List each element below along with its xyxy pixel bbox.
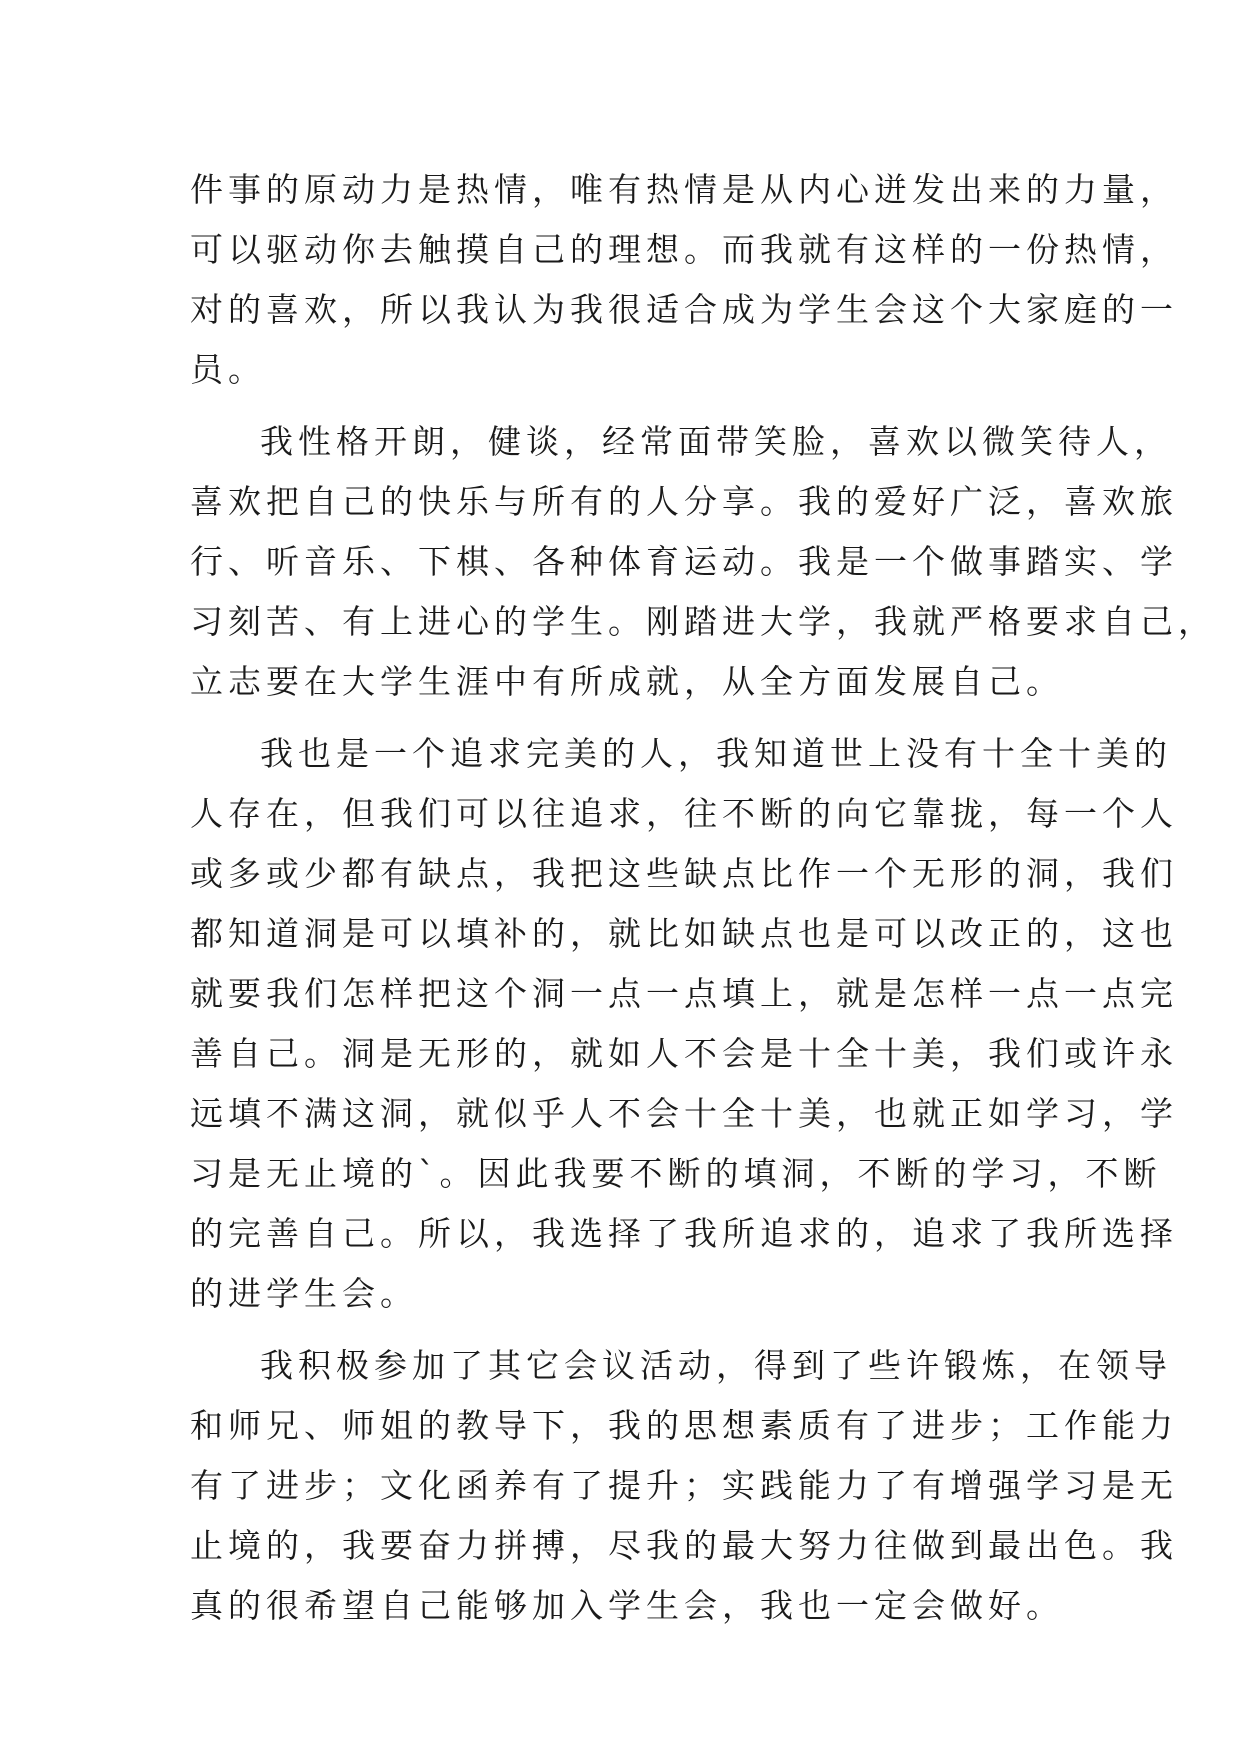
text-line: 对的喜欢，所以我认为我很适合成为学生会这个大家庭的一 (190, 290, 1178, 329)
paragraph-spacer (190, 400, 1090, 412)
paragraph-2 (190, 412, 1216, 712)
text-line: 有了进步；文化函养有了提升；实践能力了有增强学习是无 (190, 1466, 1178, 1505)
paragraph-3 (190, 724, 1178, 1324)
text-line: 人存在，但我们可以往追求，往不断的向它靠拢，每一个人 (190, 794, 1178, 833)
document-body (190, 160, 1216, 1636)
text-line: 喜欢把自己的快乐与所有的人分享。我的爱好广泛，喜欢旅 (190, 482, 1178, 521)
text-line: 远填不满这洞，就似乎人不会十全十美，也就正如学习，学 (190, 1094, 1178, 1133)
paragraph-1 (190, 160, 1178, 400)
text-line: 或多或少都有缺点，我把这些缺点比作一个无形的洞，我们 (190, 854, 1178, 893)
text-line: 真的很希望自己能够加入学生会，我也一定会做好。 (190, 1586, 1064, 1625)
text-line: 和师兄、师姐的教导下，我的思想素质有了进步；工作能力 (190, 1406, 1178, 1445)
text-line: 习刻苦、有上进心的学生。刚踏进大学，我就严格要求自己， (190, 602, 1216, 641)
text-line: 习是无止境的`。因此我要不断的填洞，不断的学习，不断 (190, 1154, 1162, 1193)
text-line: 就要我们怎样把这个洞一点一点填上，就是怎样一点一点完 (190, 974, 1178, 1013)
text-line: 善自己。洞是无形的，就如人不会是十全十美，我们或许永 (190, 1034, 1178, 1073)
text-line: 止境的，我要奋力拼搏，尽我的最大努力往做到最出色。我 (190, 1526, 1178, 1565)
text-line: 都知道洞是可以填补的，就比如缺点也是可以改正的，这也 (190, 914, 1178, 953)
text-line: 我也是一个追求完美的人，我知道世上没有十全十美的 (260, 734, 1172, 773)
paragraph-4 (190, 1336, 1178, 1636)
text-line: 可以驱动你去触摸自己的理想。而我就有这样的一份热情， (190, 230, 1178, 269)
text-line: 我性格开朗，健谈，经常面带笑脸，喜欢以微笑待人， (260, 422, 1172, 461)
text-line: 立志要在大学生涯中有所成就，从全方面发展自己。 (190, 662, 1064, 701)
text-line: 员。 (190, 350, 266, 389)
paragraph-spacer (190, 1324, 1090, 1336)
text-line: 件事的原动力是热情，唯有热情是从内心迸发出来的力量， (190, 170, 1178, 209)
text-line: 的进学生会。 (190, 1274, 418, 1313)
text-line: 的完善自己。所以，我选择了我所追求的，追求了我所选择 (190, 1214, 1178, 1253)
text-line: 我积极参加了其它会议活动，得到了些许锻炼，在领导 (260, 1346, 1172, 1385)
paragraph-spacer (190, 712, 1090, 724)
text-line: 行、听音乐、下棋、各种体育运动。我是一个做事踏实、学 (190, 542, 1178, 581)
